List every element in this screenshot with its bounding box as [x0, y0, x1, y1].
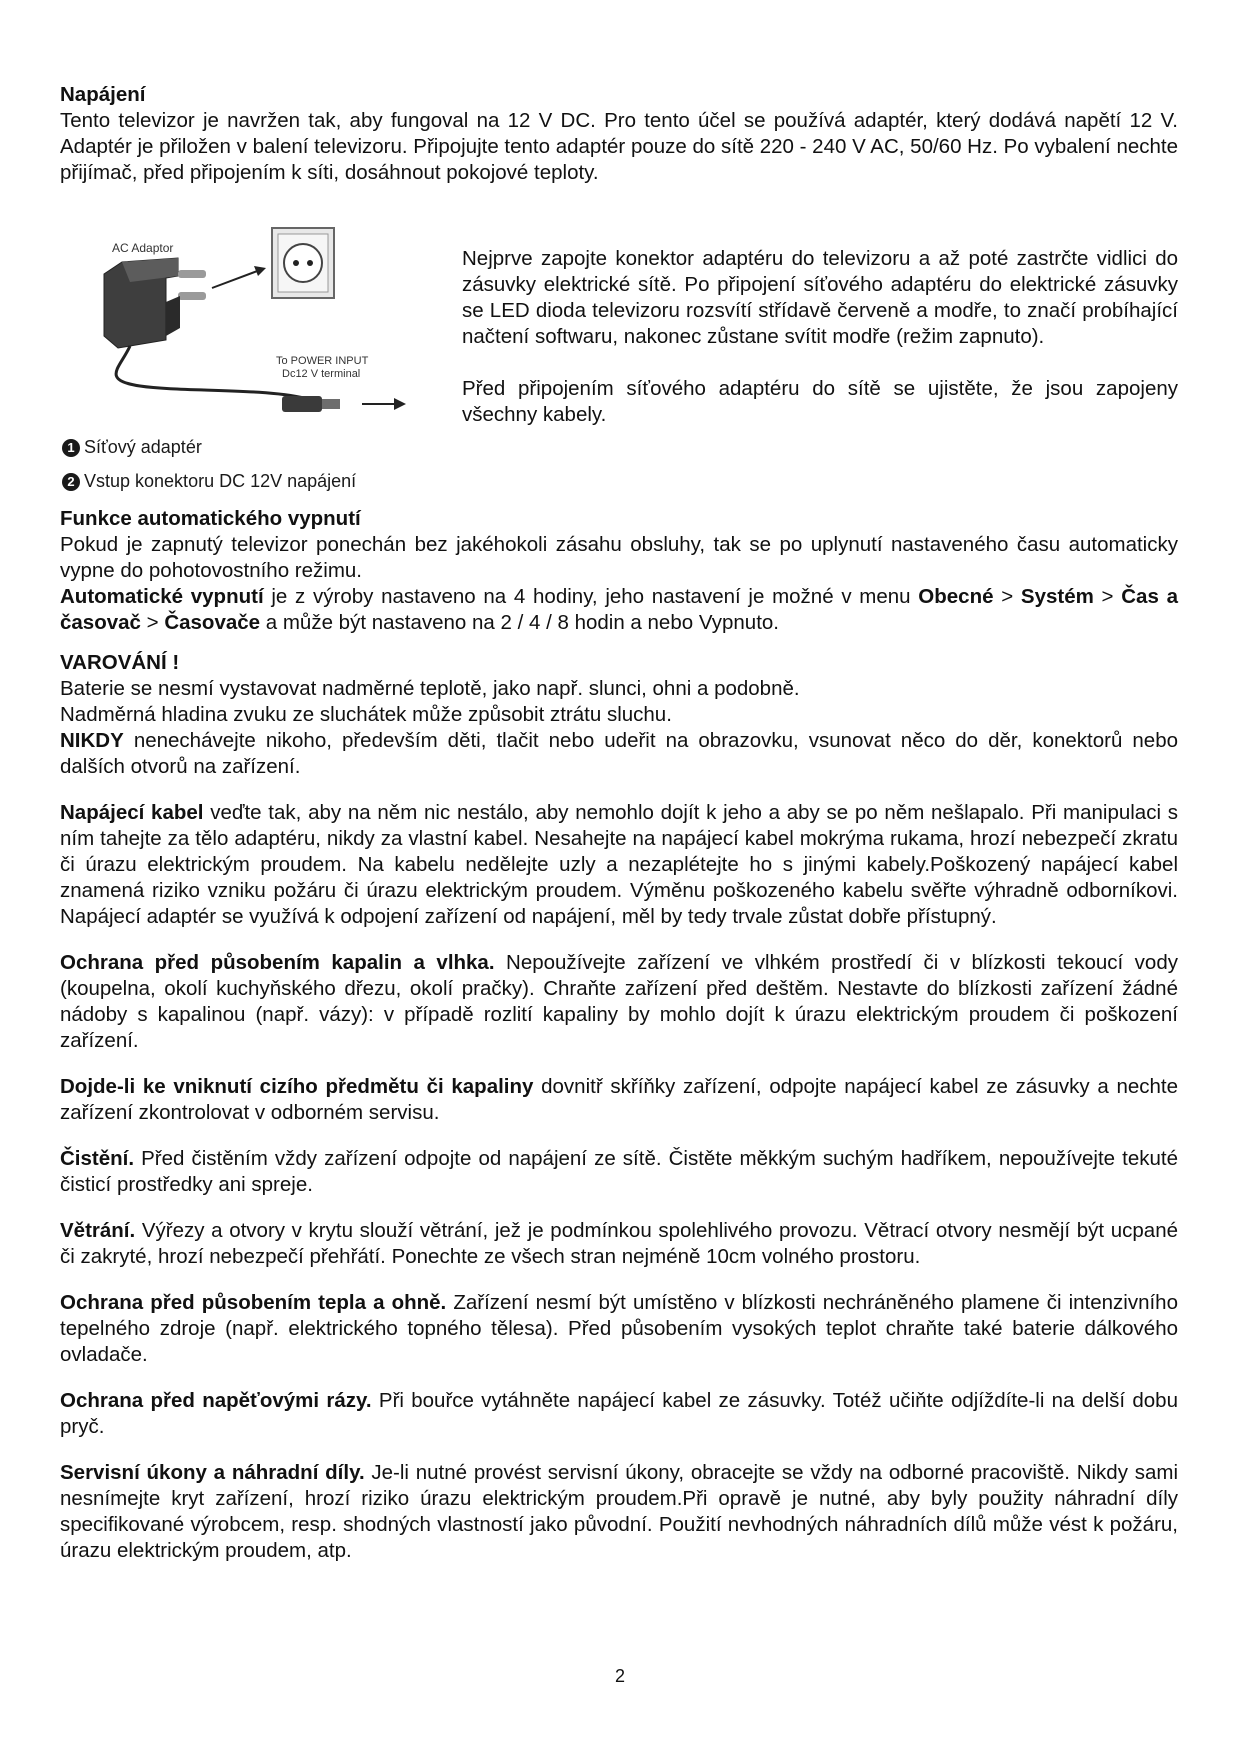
- wall-socket-icon: [272, 228, 334, 298]
- caption-adapter: [62, 436, 202, 458]
- warning-heading: VAROVÁNÍ !: [60, 651, 180, 674]
- connection-paragraph-1: Nejprve zapojte konektor adaptéru do televizoru a až poté zastrčte vidlici do zásuvky elektrické sítě. Po připojení síťového adaptéru do elektrické zásuvky se LED dioda televizoru rozsvítí střídavě červeně a modře, to značí probíhající načtení softwaru, nakonec zůstane svítit modře (režim zapnuto).: [462, 247, 1178, 348]
- arrow-to-socket-icon: [212, 266, 266, 288]
- warning-never-bold: NIKDY: [60, 729, 124, 752]
- power-input-label-2: Dc12 V terminal: [282, 368, 361, 380]
- menu-system: Systém: [1020, 585, 1094, 608]
- warning-never: NIKDY nenechávejte nikoho, především děti, tlačit nebo udeřit na obrazovku, vsunovat něco do děr, konektorů nebo dalších otvorů na zařízení.: [60, 729, 1178, 778]
- caption-number-2: 2: [62, 473, 80, 491]
- arrow-to-tv-icon: [362, 398, 406, 410]
- autooff-paragraph-1: Pokud je zapnutý televizor ponechán bez jakéhokoli zásahu obsluhy, tak se po uplynutí nastaveného času automaticky vypne do pohotovostního režimu.: [60, 533, 1178, 582]
- power-paragraph: Tento televizor je navržen tak, aby fungoval na 12 V DC. Pro tento účel se používá adaptér, který dodává napětí 12 V. Adaptér je přiložen v balení televizoru. Připojujte tento adaptér pouze do sítě 220 - 240 V AC, 50/60 Hz. Po vybalení nechte přijímač, před připojením k síti, dosáhnout pokojové teploty.: [60, 109, 1178, 184]
- section-heat-fire: Ochrana před působením tepla a ohně. Zařízení nesmí být umístěno v blízkosti nechráněného plamene či intenzivního tepelného zdroje (např. elektrického topného tělesa). Před působením vysokých teplot chraňte také baterie dálkového ovladače.: [60, 1291, 1178, 1366]
- autooff-heading: Funkce automatického vypnutí: [60, 507, 361, 530]
- autooff-bold-1: Automatické vypnutí: [60, 585, 264, 608]
- warning-line-2: Nadměrná hladina zvuku ze sluchátek může způsobit ztrátu sluchu.: [60, 703, 672, 726]
- connection-instructions: [462, 246, 1178, 428]
- caption-dc-input: [62, 470, 356, 492]
- page-number: 2: [614, 1666, 625, 1686]
- autooff-paragraph-2: Automatické vypnutí je z výroby nastaveno na 4 hodiny, jeho nastavení je možné v menu Obecné > Systém > Čas a časovač > Časovače a může být nastaveno na 2 / 4 / 8 hodin a nebo Vypnuto.: [60, 585, 1178, 634]
- caption-number-1: 1: [62, 439, 80, 457]
- caption-adapter-text: Síťový adaptér: [84, 437, 202, 457]
- dc-plug-icon: [282, 396, 340, 412]
- menu-time-timer: Čas a časovač: [60, 585, 1178, 634]
- adapter-figure-row: [60, 218, 1178, 506]
- section-cleaning: Čistění. Před čistěním vždy zařízení odpojte od napájení ze sítě. Čistěte měkkým suchým hadříkem, nepoužívejte tekuté čisticí prostředky ani spreje.: [60, 1147, 1178, 1196]
- warning-line-1: Baterie se nesmí vystavovat nadměrné teplotě, jako např. slunci, ohni a podobně.: [60, 677, 800, 700]
- section-liquids: Ochrana před působením kapalin a vlhka. Nepoužívejte zařízení ve vlhkém prostředí či v blízkosti tekoucí vody (koupelna, okolí kuchyňského dřezu, okolí pračky). Chraňte zařízení před deštěm. Nestavte do blízkosti zařízení žádné nádoby s kapalinou (např. vázy): v případě rozlití kapaliny by mohlo dojít k úrazu elektrickým proudem či poškození zařízení.: [60, 951, 1178, 1052]
- connection-paragraph-2: Před připojením síťového adaptéru do sítě se ujistěte, že jsou zapojeny všechny kabely.: [462, 377, 1178, 426]
- ac-adaptor-icon: [104, 258, 206, 348]
- menu-general: Obecné: [918, 585, 994, 608]
- power-heading: Napájení: [60, 83, 146, 106]
- section-foreign-objects: Dojde-li ke vniknutí cizího předmětu či kapaliny dovnitř skříňky zařízení, odpojte napájecí kabel ze zásuvky a nechte zařízení zkontrolovat v odborném servisu.: [60, 1075, 1178, 1124]
- section-ventilation: Větrání. Výřezy a otvory v krytu slouží větrání, jež je podmínkou spolehlivého provozu. Větrací otvory nesmějí být ucpané či zakryté, hrozí nebezpečí přehřátí. Ponechte ze všech stran nejméně 10cm volného prostoru.: [60, 1219, 1178, 1268]
- power-input-label-1: To POWER INPUT: [276, 355, 369, 367]
- section-power-cable: Napájecí kabel veďte tak, aby na něm nic nestálo, aby nemohlo dojít k jeho a aby se po něm nešlapalo. Při manipulaci s ním tahejte za tělo adaptéru, nikdy za vlastní kabel. Nesahejte na napájecí kabel mokrýma rukama, hrozí nebezpečí zkratu či úrazu elektrickým proudem. Na kabelu nedělejte uzly a nezaplétejte ho s jinými kabely.Poškozený napájecí kabel znamená riziko vzniku požáru či úrazu elektrickým proudem. Výměnu poškozeného kabelu svěřte výhradně odborníkovi. Napájecí adaptér se využívá k odpojení zařízení od napájení, měl by tedy trvale zůstat dobře přístupný.: [60, 801, 1178, 928]
- adapter-illustration: [60, 218, 448, 500]
- caption-dc-input-text: Vstup konektoru DC 12V napájení: [84, 471, 357, 491]
- section-service: Servisní úkony a náhradní díly. Je-li nutné provést servisní úkony, obracejte se vždy na odborné pracoviště. Nikdy sami nesnímejte kryt zařízení, hrozí riziko úrazu elektrickým proudem.Při opravě je nutné, aby byly použity náhradní díly specifikované výrobcem, resp. shodných vlastností jako původní. Použití nevhodných náhradních dílů může vést k požáru, úrazu elektrickým proudem, atp.: [60, 1461, 1179, 1562]
- ac-adaptor-label: AC Adaptor: [112, 241, 174, 255]
- menu-timers: Časovače: [164, 611, 261, 634]
- section-surges: Ochrana před napěťovými rázy. Při bouřce vytáhněte napájecí kabel ze zásuvky. Totéž učiňte odjíždíte-li na delší dobu pryč.: [60, 1389, 1178, 1438]
- document-page: [60, 82, 1178, 1564]
